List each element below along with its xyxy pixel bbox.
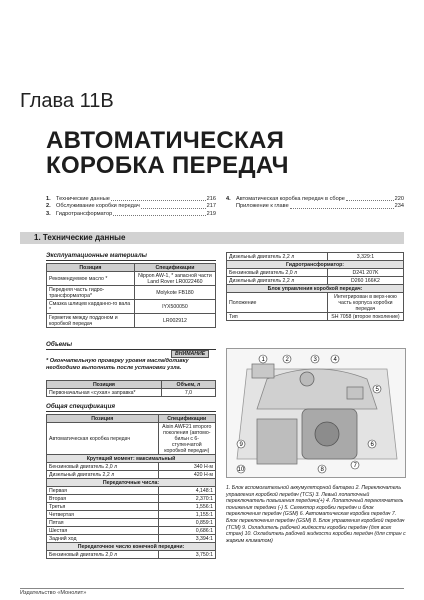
final-subheader: Передаточное число конечной передачи: <box>47 543 216 551</box>
table-row <box>47 286 216 300</box>
toc-right <box>226 196 404 211</box>
cell-spec: LR002912 <box>134 314 215 328</box>
table-row <box>47 471 216 479</box>
table-row <box>47 300 216 314</box>
toc-leader <box>141 203 206 208</box>
general-table <box>46 414 216 559</box>
col-header: Спецификации <box>158 415 215 423</box>
footer-divider <box>20 588 404 589</box>
callout-label: 1 <box>261 357 265 363</box>
toc-title: Приложение к главе <box>236 203 289 210</box>
table-header-row <box>47 264 216 272</box>
table-row <box>47 495 216 503</box>
volumes-note: * Окончательную проверку уровня масла/доливку необходимо выполнить после установки узла. <box>46 358 189 371</box>
col-header: Позиция <box>47 264 135 272</box>
cell-pos: Смазка шлицев карданно-го вала * <box>47 300 135 314</box>
ratios-subheader: Передаточные числа: <box>47 479 216 487</box>
selector-shape <box>347 387 363 399</box>
cell-pos: Автоматическая коробка передач <box>47 423 159 455</box>
callout-label: 8 <box>320 467 324 473</box>
cell-val: 1,556:1 <box>158 503 215 511</box>
ops-heading: Эксплуатационные материалы <box>46 252 147 259</box>
cell-pos: Дизельный двигатель 2,2 л <box>227 277 328 285</box>
table-row <box>47 511 216 519</box>
cell-val: D241 207K <box>327 269 403 277</box>
table-subheader-row <box>47 543 216 551</box>
cell-pos: Шестая <box>47 527 159 535</box>
toc-item[interactable] <box>226 196 404 203</box>
toc-page: 220 <box>394 196 404 202</box>
table-row <box>47 551 216 559</box>
toc-leader <box>113 211 205 216</box>
cell-pos: Первая <box>47 487 159 495</box>
illustration-svg <box>227 349 406 478</box>
cell-val: 7,0 <box>161 389 215 397</box>
table-row <box>227 269 404 277</box>
cell-pos: Четвертая <box>47 511 159 519</box>
cell-pos: Бензиновый двигатель 2,0 л <box>47 551 159 559</box>
cell-pos: Бензиновый двигатель 2,0 л <box>227 269 328 277</box>
table-row <box>47 272 216 286</box>
col-header: Спецификации <box>134 264 215 272</box>
cell-val: 4,148:1 <box>158 487 215 495</box>
callout-label: 7 <box>353 463 357 469</box>
table-row <box>47 527 216 535</box>
toc-title: Автоматическая коробка передач в сборе <box>236 196 345 202</box>
toc-num: 2. <box>46 203 51 210</box>
table-row <box>227 293 404 313</box>
battery-shape <box>252 364 274 378</box>
cell-pos: Положение <box>227 293 328 313</box>
cell-spec: Molykote FB180 <box>134 286 215 300</box>
cell-pos: Рекомендуемое масло * <box>47 272 135 286</box>
callout-label: 5 <box>375 387 379 393</box>
cell-pos: Передняя часть гидро-трансформатора* <box>47 286 135 300</box>
steering-wheel-shape <box>300 372 314 386</box>
cell-pos: Тип <box>227 313 328 321</box>
volumes-heading: Объемы <box>46 341 73 348</box>
cell-spec: Aisin AWF21 второго поколения (автомо-бильн с 6-ступенчатой коробкой передач) <box>158 423 215 455</box>
converter-subheader: Гидротрансформатор: <box>227 261 404 269</box>
toc-page: 219 <box>206 210 216 217</box>
radiator-shape <box>257 419 297 464</box>
ops-underline <box>46 260 216 261</box>
col-header: Позиция <box>47 415 159 423</box>
table-subheader-row <box>227 285 404 293</box>
callout-label: 10 <box>237 467 245 473</box>
cell-val: 340 Н·м <box>158 463 215 471</box>
cell-val: 0,686:1 <box>158 527 215 535</box>
callout-label: 3 <box>313 357 317 363</box>
callout-label: 9 <box>239 442 243 448</box>
cell-val: 3,750:1 <box>158 551 215 559</box>
callout-label: 6 <box>370 442 374 448</box>
toc-num: 1. <box>46 196 51 202</box>
toc-item[interactable] <box>46 196 216 203</box>
warning-label: ВНИМАНИЕ <box>171 350 209 358</box>
cell-val: 3,329:1 <box>327 253 403 261</box>
cell-val: Интегрирован в верх-нюю часть корпуса коробки передач <box>327 293 403 313</box>
cell-val: 420 Н·м <box>158 471 215 479</box>
toc-num <box>226 203 236 210</box>
table-subheader-row <box>47 455 216 463</box>
table-subheader-row <box>227 261 404 269</box>
callout-label: 2 <box>285 357 289 363</box>
toc-leader <box>290 203 394 208</box>
cell-pos: Герметик между поддоном и коробкой передач <box>47 314 135 328</box>
table-row <box>47 423 216 455</box>
table-subheader-row <box>47 479 216 487</box>
toc-item[interactable] <box>46 211 216 218</box>
chapter-title <box>46 128 289 178</box>
section-title: 1. Технические данные <box>34 233 126 242</box>
cell-pos: Дизельный двигатель 2,2 л <box>227 253 328 261</box>
transmission-illustration <box>226 348 406 478</box>
title-line-1: АВТОМАТИЧЕСКАЯ <box>46 127 285 154</box>
table-row <box>227 253 404 261</box>
cell-pos: Вторая <box>47 495 159 503</box>
general-heading: Общая спецификация <box>46 403 115 410</box>
cell-val: 1,155:1 <box>158 511 215 519</box>
toc-left <box>46 196 216 218</box>
cell-val: 2,370:1 <box>158 495 215 503</box>
toc-page: 217 <box>206 203 216 210</box>
table-row <box>47 503 216 511</box>
cell-val: D260 166K2 <box>327 277 403 285</box>
toc-item[interactable] <box>46 203 216 210</box>
general-underline <box>46 411 216 412</box>
chapter-label: Глава 11В <box>20 90 114 112</box>
cell-pos: Дизельный двигатель 2,2 л <box>47 471 159 479</box>
cell-pos: Задний ход <box>47 535 159 543</box>
toc-title: Гидротрансформатор <box>56 210 113 217</box>
toc-leader <box>346 196 394 201</box>
cell-val: SH 7058 (второе поколение) <box>327 313 403 321</box>
table-row <box>227 313 404 321</box>
toc-item[interactable] <box>226 203 404 210</box>
table-row <box>47 389 216 397</box>
cell-spec: Nippon AW-1, * запасной части Land Rover LR0022460 <box>134 272 215 286</box>
cell-pos: Первоначальная «сухая» заправка* <box>47 389 162 397</box>
toc-num: 4. <box>226 196 231 202</box>
toc-leader <box>111 196 206 201</box>
cell-val: 0,859:1 <box>158 519 215 527</box>
table-header-row <box>47 381 216 389</box>
toc-num: 3. <box>46 210 51 217</box>
tcm-subheader: Блок управления коробкой передач: <box>227 285 404 293</box>
publisher-footer: Издательство «Монолит» <box>20 590 87 596</box>
table-row <box>227 277 404 285</box>
cell-pos: Третья <box>47 503 159 511</box>
toc-page: 234 <box>394 203 404 210</box>
cell-pos: Бензиновый двигатель 2,0 л <box>47 463 159 471</box>
volumes-table <box>46 380 216 397</box>
ops-table <box>46 263 216 328</box>
toc-title: Технические данные <box>56 196 110 202</box>
cell-val: 3,394:1 <box>158 535 215 543</box>
cell-spec: IYX500050 <box>134 300 215 314</box>
table-row <box>47 519 216 527</box>
table-row <box>47 314 216 328</box>
col-header: Позиция <box>47 381 162 389</box>
col-header: Объем, л <box>161 381 215 389</box>
torque-subheader: Крутящий момент: максимальный <box>47 455 216 463</box>
cell-pos: Пятая <box>47 519 159 527</box>
toc-page: 216 <box>206 196 216 202</box>
title-line-2: КОРОБКА ПЕРЕДАЧ <box>46 152 289 179</box>
table-header-row <box>47 415 216 423</box>
continuation-table <box>226 252 404 321</box>
figure-caption: 1. Блок вспомогательной аккумуляторной батареи 2. Переключатель управления коробкой передач (TCS) 3. Левый лопаточный переключатель повышения передачи(+) 4. Лопаточный переключатель понижения передачи (-) 5. Селектор коробки передач и блок переключения передач (GSM) 6. Автоматическая коробка передач 7. Блок переключения передач (GSM) 8. Блок управления коробкой передач (TCM) 9. Охладитель рабочей жидкости коробки передач (для всех стран) 10. Охладитель рабочей жидкости коробки передач (для стран с жарким климатом) <box>226 485 406 544</box>
table-row <box>47 487 216 495</box>
converter-shape <box>315 422 339 446</box>
table-row <box>47 535 216 543</box>
table-row <box>47 463 216 471</box>
callout-label: 4 <box>333 357 337 363</box>
toc-title: Обслуживание коробки передач <box>56 203 140 210</box>
